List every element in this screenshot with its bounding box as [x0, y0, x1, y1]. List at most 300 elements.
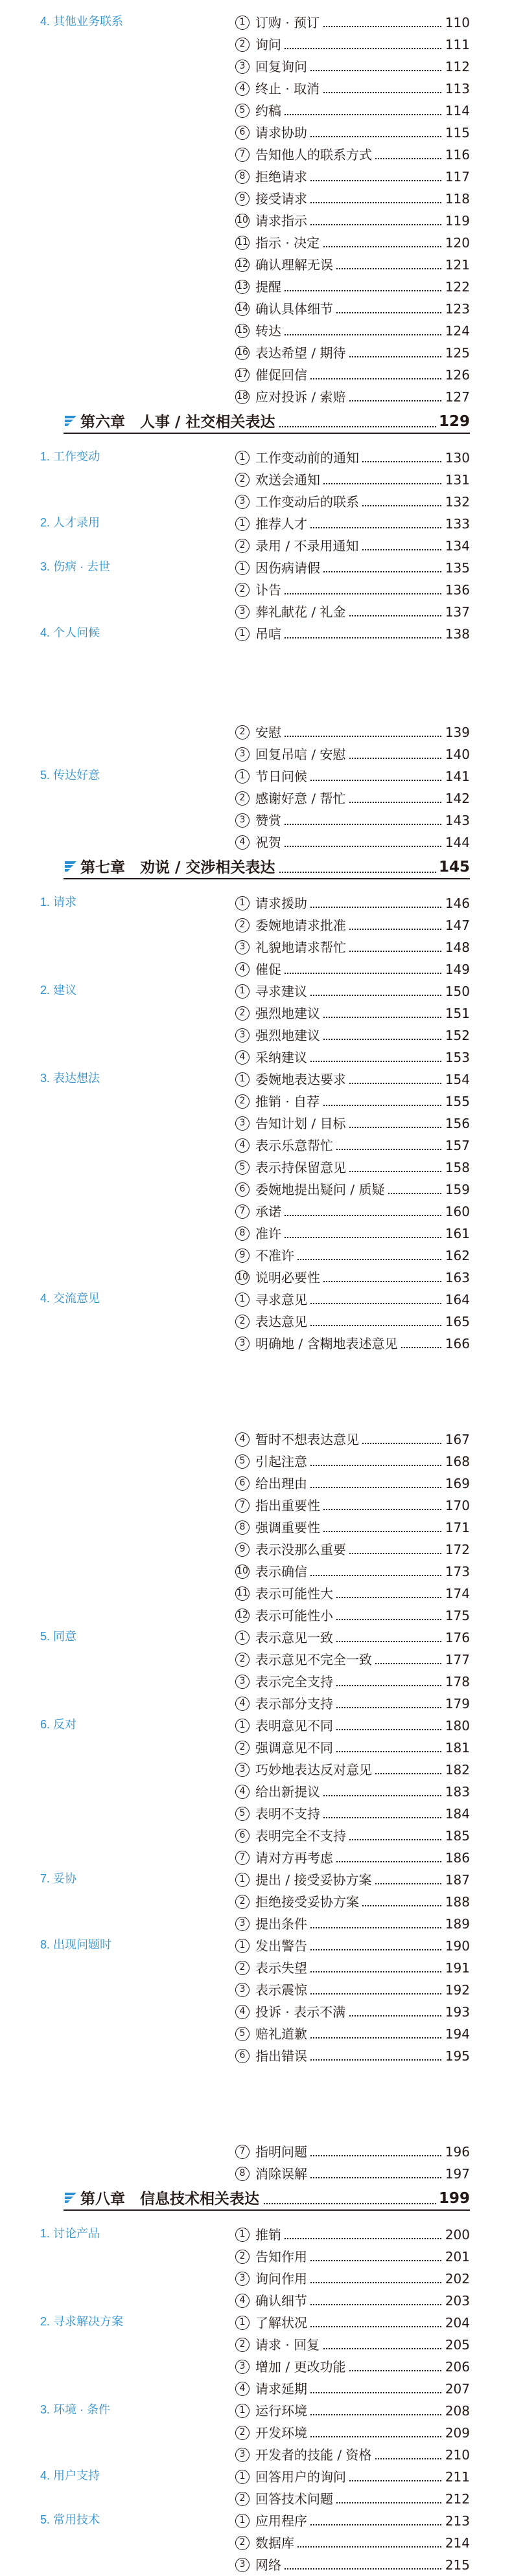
toc-entry[interactable] — [235, 144, 470, 166]
entry-page-number: 113 — [445, 81, 470, 96]
toc-entry[interactable] — [235, 56, 470, 78]
toc-entry[interactable] — [235, 2290, 470, 2312]
toc-entry[interactable] — [235, 1693, 470, 1715]
entry-page-number: 121 — [445, 257, 470, 273]
entry-number-badge: 7 — [235, 1498, 250, 1513]
entry-page-number: 152 — [445, 1028, 470, 1043]
toc-entry[interactable] — [235, 1649, 470, 1671]
entry-page-number: 165 — [445, 1314, 470, 1329]
toc-entry[interactable] — [235, 1429, 470, 1451]
toc-entry[interactable] — [235, 892, 470, 914]
entry-title: 准许 — [255, 1226, 285, 1241]
chapter-title: 第七章 劝说 / 交涉相关表达 — [80, 859, 279, 876]
toc-entry[interactable] — [235, 1451, 470, 1473]
toc-entry[interactable] — [235, 1605, 470, 1627]
entry-title: 推销 · 自荐 — [255, 1094, 323, 1109]
toc-entry[interactable] — [235, 254, 470, 276]
entry-page-number: 150 — [445, 984, 470, 999]
toc-entry[interactable] — [235, 276, 470, 298]
toc-entry[interactable] — [235, 1311, 470, 1333]
toc-entry[interactable] — [235, 2510, 470, 2532]
entry-page-number: 170 — [445, 1498, 470, 1513]
chapter-page-number: 129 — [438, 413, 470, 430]
entry-number-badge: 1 — [235, 2228, 250, 2242]
entry-page-number: 111 — [445, 37, 470, 52]
entry-number-badge: 3 — [235, 2272, 250, 2286]
toc-entry[interactable] — [235, 1737, 470, 1759]
toc-entry[interactable] — [235, 100, 470, 122]
entry-title: 告知作用 — [255, 2249, 310, 2265]
entry-number-badge: 1 — [235, 1072, 250, 1087]
toc-entry[interactable] — [235, 1113, 470, 1135]
entry-number-badge: 2 — [235, 1741, 250, 1755]
entry-number-badge: 6 — [235, 1476, 250, 1491]
entry-number-badge: 2 — [235, 2338, 250, 2352]
toc-entry[interactable] — [235, 1223, 470, 1245]
entry-title: 强烈地建议 — [255, 1006, 323, 1021]
toc-entry[interactable] — [235, 2224, 470, 2246]
chapter-flag-icon — [64, 2191, 79, 2206]
entry-page-number: 143 — [445, 813, 470, 828]
section-heading: 1. 请求 — [40, 896, 77, 909]
entry-title: 指出错误 — [255, 2048, 310, 2064]
entry-number-badge: 1 — [235, 769, 250, 784]
entry-title: 因伤病请假 — [255, 560, 323, 576]
toc-entry[interactable] — [235, 2378, 470, 2400]
toc-entry[interactable] — [235, 166, 470, 188]
chapter-heading[interactable] — [64, 2189, 470, 2209]
section-heading: 2. 寻求解决方案 — [40, 2315, 124, 2328]
toc-entry[interactable] — [235, 1957, 470, 1979]
entry-number-badge: 3 — [235, 1116, 250, 1131]
entry-title: 应对投诉 / 索赔 — [255, 389, 349, 405]
toc-entry[interactable] — [235, 1583, 470, 1605]
chapter-title: 第六章 人事 / 社交相关表达 — [80, 413, 279, 431]
chapter-page-number: 199 — [438, 2190, 470, 2207]
toc-entry[interactable] — [235, 122, 470, 144]
entry-title: 录用 / 不录用通知 — [255, 538, 362, 554]
entry-title: 强调重要性 — [255, 1520, 323, 1535]
entry-number-badge: 3 — [235, 940, 250, 955]
entry-title: 表示震惊 — [255, 1982, 310, 1998]
entry-page-number: 205 — [445, 2337, 470, 2353]
entry-title: 请求援助 — [255, 896, 310, 911]
toc-entry[interactable] — [235, 232, 470, 254]
section-heading: 4. 交流意见 — [40, 1292, 100, 1305]
entry-title: 节日问候 — [255, 769, 310, 784]
section-heading: 4. 个人问候 — [40, 626, 100, 639]
toc-entry[interactable] — [235, 1671, 470, 1693]
toc-entry[interactable] — [235, 2554, 470, 2576]
entry-title: 委婉地请求批准 — [255, 918, 349, 933]
entry-page-number: 178 — [445, 1674, 470, 1689]
entry-title: 表示持保留意见 — [255, 1160, 349, 1175]
entry-number-badge: 9 — [235, 1248, 250, 1263]
toc-entry[interactable] — [235, 2268, 470, 2290]
entry-number-badge: 5 — [235, 1807, 250, 1821]
entry-page-number: 174 — [445, 1586, 470, 1601]
entry-number-badge: 1 — [235, 2470, 250, 2484]
toc-entry[interactable] — [235, 1781, 470, 1803]
entry-number-badge: 3 — [235, 1337, 250, 1351]
entry-page-number: 212 — [445, 2491, 470, 2507]
entry-title: 终止 · 取消 — [255, 81, 323, 96]
entry-title: 接受请求 — [255, 191, 310, 207]
entry-number-badge: 1 — [235, 1293, 250, 1307]
toc-entry[interactable] — [235, 1002, 470, 1024]
entry-number-badge: 6 — [235, 126, 250, 140]
entry-page-number: 114 — [445, 103, 470, 119]
toc-entry[interactable] — [235, 1135, 470, 1157]
entry-page-number: 173 — [445, 1564, 470, 1579]
entry-title: 表达希望 / 期待 — [255, 345, 349, 361]
entry-number-badge: 2 — [235, 1094, 250, 1109]
entry-page-number: 119 — [445, 213, 470, 229]
section-heading: 5. 同意 — [40, 1630, 77, 1643]
entry-number-badge: 5 — [235, 104, 250, 118]
section-heading: 8. 出现问题时 — [40, 1938, 112, 1951]
toc-entry[interactable] — [235, 980, 470, 1002]
entry-title: 询问作用 — [255, 2271, 310, 2287]
toc-entry[interactable] — [235, 1090, 470, 1113]
toc-entry[interactable] — [235, 1869, 470, 1891]
toc-entry[interactable] — [235, 2023, 470, 2045]
toc-entry[interactable] — [235, 1913, 470, 1935]
toc-entry[interactable] — [235, 1825, 470, 1847]
chapter-underline — [64, 433, 470, 434]
toc-entry[interactable] — [235, 2246, 470, 2268]
toc-entry[interactable] — [235, 1473, 470, 1495]
entry-page-number: 215 — [445, 2557, 470, 2573]
toc-entry[interactable] — [235, 2045, 470, 2067]
entry-number-badge: 1 — [235, 16, 250, 30]
entry-number-badge: 3 — [235, 813, 250, 828]
entry-title: 请求延期 — [255, 2381, 310, 2397]
entry-title: 确认理解无误 — [255, 257, 336, 273]
entry-title: 运行环境 — [255, 2403, 310, 2419]
entry-page-number: 189 — [445, 1916, 470, 1932]
entry-page-number: 151 — [445, 1006, 470, 1021]
entry-title: 赞赏 — [255, 813, 285, 828]
toc-entry[interactable] — [235, 513, 470, 535]
toc-entry[interactable] — [235, 1179, 470, 1201]
toc-entry[interactable] — [235, 1289, 470, 1311]
toc-entry[interactable] — [235, 2532, 470, 2554]
toc-entry[interactable] — [235, 958, 470, 980]
toc-entry[interactable] — [235, 2466, 470, 2488]
entry-page-number: 159 — [445, 1182, 470, 1197]
toc-entry[interactable] — [235, 1157, 470, 1179]
toc-entry[interactable] — [235, 2400, 470, 2422]
entry-number-badge: 14 — [235, 302, 250, 316]
entry-title: 引起注意 — [255, 1454, 310, 1469]
entry-number-badge: 2 — [235, 918, 250, 932]
entry-page-number: 210 — [445, 2447, 470, 2463]
toc-entry[interactable] — [235, 1046, 470, 1068]
entry-page-number: 126 — [445, 367, 470, 383]
entry-page-number: 137 — [445, 604, 470, 620]
entry-number-badge: 12 — [235, 1609, 250, 1623]
entry-page-number: 172 — [445, 1542, 470, 1557]
entry-page-number: 180 — [445, 1718, 470, 1734]
toc-entry[interactable] — [235, 721, 470, 743]
entry-title: 指示 · 决定 — [255, 235, 323, 251]
entry-page-number: 202 — [445, 2271, 470, 2287]
entry-page-number: 213 — [445, 2513, 470, 2529]
entry-title: 订购 · 预订 — [255, 15, 323, 30]
entry-page-number: 158 — [445, 1160, 470, 1175]
entry-page-number: 214 — [445, 2535, 470, 2551]
entry-number-badge: 2 — [235, 38, 250, 52]
entry-number-badge: 2 — [235, 539, 250, 553]
entry-number-badge: 1 — [235, 451, 250, 465]
toc-entry[interactable] — [235, 188, 470, 210]
entry-page-number: 138 — [445, 626, 470, 642]
entry-title: 祝贺 — [255, 835, 285, 850]
entry-page-number: 142 — [445, 791, 470, 806]
entry-title: 承诺 — [255, 1204, 285, 1219]
entry-page-number: 132 — [445, 494, 470, 510]
section-heading: 2. 建议 — [40, 984, 77, 997]
toc-entry[interactable] — [235, 1803, 470, 1825]
entry-title: 表示意见一致 — [255, 1630, 336, 1645]
entry-number-badge: 4 — [235, 2382, 250, 2396]
toc-entry[interactable] — [235, 2163, 470, 2185]
toc-entry[interactable] — [235, 210, 470, 232]
entry-page-number: 154 — [445, 1072, 470, 1087]
entry-page-number: 186 — [445, 1850, 470, 1866]
toc-entry[interactable] — [235, 1539, 470, 1561]
entry-number-badge: 11 — [235, 1587, 250, 1601]
entry-number-badge: 2 — [235, 2426, 250, 2440]
toc-entry[interactable] — [235, 809, 470, 831]
section-heading: 4. 用户支持 — [40, 2469, 100, 2482]
entry-title: 指明问题 — [255, 2144, 310, 2160]
toc-entry[interactable] — [235, 2312, 470, 2334]
toc-entry[interactable] — [235, 2001, 470, 2023]
toc-entry[interactable] — [235, 1245, 470, 1267]
entry-page-number: 188 — [445, 1894, 470, 1910]
entry-title: 安慰 — [255, 725, 285, 740]
entry-page-number: 161 — [445, 1226, 470, 1241]
entry-page-number: 206 — [445, 2359, 470, 2375]
entry-title: 巧妙地表达反对意见 — [255, 1762, 375, 1778]
entry-page-number: 195 — [445, 2048, 470, 2064]
entry-title: 表示部分支持 — [255, 1696, 336, 1712]
toc-entry[interactable] — [235, 298, 470, 320]
entry-title: 确认具体细节 — [255, 301, 336, 317]
toc-entry[interactable] — [235, 1891, 470, 1913]
entry-page-number: 190 — [445, 1938, 470, 1954]
chapter-heading[interactable] — [64, 857, 470, 878]
toc-entry[interactable] — [235, 364, 470, 386]
entry-title: 表明不支持 — [255, 1806, 323, 1822]
toc-entry[interactable] — [235, 78, 470, 100]
entry-number-badge: 7 — [235, 1204, 250, 1219]
entry-title: 表明完全不支持 — [255, 1828, 349, 1844]
entry-page-number: 116 — [445, 147, 470, 163]
entry-title: 指出重要性 — [255, 1498, 323, 1513]
entry-page-number: 177 — [445, 1652, 470, 1667]
entry-page-number: 131 — [445, 472, 470, 488]
chapter-underline — [64, 2209, 470, 2211]
entry-title: 转达 — [255, 323, 285, 339]
entry-number-badge: 4 — [235, 835, 250, 850]
toc-entry[interactable] — [235, 2141, 470, 2163]
entry-page-number: 203 — [445, 2293, 470, 2309]
entry-number-badge: 5 — [235, 2027, 250, 2041]
toc-entry[interactable] — [235, 34, 470, 56]
entry-title: 寻求意见 — [255, 1292, 310, 1307]
toc-entry[interactable] — [235, 1333, 470, 1355]
entry-number-badge: 3 — [235, 1028, 250, 1043]
entry-number-badge: 7 — [235, 2145, 250, 2159]
toc-entry[interactable] — [235, 491, 470, 513]
entry-number-badge: 2 — [235, 2492, 250, 2506]
toc-entry[interactable] — [235, 1267, 470, 1289]
entry-number-badge: 10 — [235, 214, 250, 228]
entry-page-number: 139 — [445, 725, 470, 740]
entry-number-badge: 1 — [235, 896, 250, 910]
toc-entry[interactable] — [235, 1068, 470, 1090]
entry-title: 表示没那么重要 — [255, 1542, 349, 1557]
toc-entry[interactable] — [235, 469, 470, 491]
toc-entry[interactable] — [235, 535, 470, 557]
entry-title: 欢送会通知 — [255, 472, 323, 488]
entry-page-number: 125 — [445, 345, 470, 361]
toc-entry[interactable] — [235, 1517, 470, 1539]
section-heading: 4. 其他业务联系 — [40, 15, 124, 28]
entry-page-number: 176 — [445, 1630, 470, 1645]
chapter-underline — [64, 878, 470, 879]
toc-entry[interactable] — [235, 2444, 470, 2466]
entry-page-number: 175 — [445, 1608, 470, 1623]
toc-entry[interactable] — [235, 2422, 470, 2444]
entry-title: 吊唁 — [255, 626, 285, 642]
entry-page-number: 134 — [445, 538, 470, 554]
entry-page-number: 169 — [445, 1476, 470, 1491]
toc-entry[interactable] — [235, 1024, 470, 1046]
entry-title: 寻求建议 — [255, 984, 310, 999]
entry-page-number: 163 — [445, 1270, 470, 1285]
entry-number-badge: 1 — [235, 984, 250, 999]
toc-entry[interactable] — [235, 914, 470, 936]
entry-number-badge: 18 — [235, 390, 250, 404]
entry-title: 了解状况 — [255, 2315, 310, 2331]
toc-entry[interactable] — [235, 1201, 470, 1223]
entry-page-number: 135 — [445, 560, 470, 576]
entry-page-number: 179 — [445, 1696, 470, 1712]
entry-number-badge: 5 — [235, 1454, 250, 1469]
entry-page-number: 194 — [445, 2026, 470, 2042]
toc-entry[interactable] — [235, 579, 470, 601]
toc-entry[interactable] — [235, 1935, 470, 1957]
entry-number-badge: 2 — [235, 2250, 250, 2264]
entry-page-number: 149 — [445, 962, 470, 977]
entry-number-badge: 3 — [235, 60, 250, 74]
entry-number-badge: 1 — [235, 627, 250, 641]
toc-entry[interactable] — [235, 342, 470, 364]
entry-page-number: 124 — [445, 323, 470, 339]
entry-page-number: 167 — [445, 1432, 470, 1447]
toc-entry[interactable] — [235, 601, 470, 623]
entry-title: 开发者的技能 / 资格 — [255, 2447, 375, 2463]
entry-number-badge: 2 — [235, 2536, 250, 2550]
entry-title: 委婉地提出疑问 / 质疑 — [255, 1182, 388, 1197]
toc-entry[interactable] — [235, 1561, 470, 1583]
entry-title: 采纳建议 — [255, 1050, 310, 1065]
entry-number-badge: 1 — [235, 561, 250, 575]
entry-title: 请对方再考虑 — [255, 1850, 336, 1866]
toc-entry[interactable] — [235, 320, 470, 342]
toc-entry[interactable] — [235, 2488, 470, 2510]
entry-page-number: 160 — [445, 1204, 470, 1219]
toc-entry[interactable] — [235, 831, 470, 853]
toc-entry[interactable] — [235, 12, 470, 34]
entry-page-number: 208 — [445, 2403, 470, 2419]
toc-entry[interactable] — [235, 557, 470, 579]
entry-number-badge: 1 — [235, 2514, 250, 2528]
toc-entry[interactable] — [235, 1759, 470, 1781]
entry-number-badge: 4 — [235, 962, 250, 977]
toc-entry[interactable] — [235, 787, 470, 809]
entry-title: 网络 — [255, 2557, 285, 2573]
toc-entry[interactable] — [235, 1627, 470, 1649]
toc-entry[interactable] — [235, 743, 470, 765]
toc-entry[interactable] — [235, 386, 470, 408]
entry-page-number: 166 — [445, 1336, 470, 1351]
entry-page-number: 123 — [445, 301, 470, 317]
entry-page-number: 140 — [445, 747, 470, 762]
toc-entry[interactable] — [235, 447, 470, 469]
entry-number-badge: 4 — [235, 1050, 250, 1065]
entry-number-badge: 8 — [235, 170, 250, 184]
entry-title: 赔礼道歉 — [255, 2026, 310, 2042]
toc-entry[interactable] — [235, 1495, 470, 1517]
toc-entry[interactable] — [235, 936, 470, 958]
entry-page-number: 147 — [445, 918, 470, 933]
toc-entry[interactable] — [235, 1715, 470, 1737]
entry-title: 表示乐意帮忙 — [255, 1138, 336, 1153]
toc-entry[interactable] — [235, 623, 470, 645]
entry-title: 暂时不想表达意见 — [255, 1432, 362, 1447]
entry-title: 回复吊唁 / 安慰 — [255, 747, 349, 762]
toc-entry[interactable] — [235, 2356, 470, 2378]
section-heading: 5. 常用技术 — [40, 2513, 100, 2526]
entry-number-badge: 2 — [235, 1653, 250, 1667]
toc-entry[interactable] — [235, 2334, 470, 2356]
entry-page-number: 187 — [445, 1872, 470, 1888]
toc-entry[interactable] — [235, 1847, 470, 1869]
toc-entry[interactable] — [235, 1979, 470, 2001]
toc-entry[interactable] — [235, 765, 470, 787]
entry-number-badge: 11 — [235, 236, 250, 250]
entry-page-number: 204 — [445, 2315, 470, 2331]
section-heading: 1. 讨论产品 — [40, 2227, 100, 2240]
entry-title: 给出新提议 — [255, 1784, 323, 1800]
entry-page-number: 144 — [445, 835, 470, 850]
entry-title: 表达意见 — [255, 1314, 310, 1329]
entry-number-badge: 8 — [235, 1226, 250, 1241]
entry-page-number: 127 — [445, 389, 470, 405]
section-heading: 3. 环境 · 条件 — [40, 2403, 111, 2416]
chapter-heading[interactable] — [64, 412, 470, 433]
section-heading: 1. 工作变动 — [40, 450, 100, 463]
entry-number-badge: 3 — [235, 747, 250, 762]
entry-page-number: 155 — [445, 1094, 470, 1109]
section-heading: 5. 传达好意 — [40, 769, 100, 782]
entry-title: 表明意见不同 — [255, 1718, 336, 1734]
